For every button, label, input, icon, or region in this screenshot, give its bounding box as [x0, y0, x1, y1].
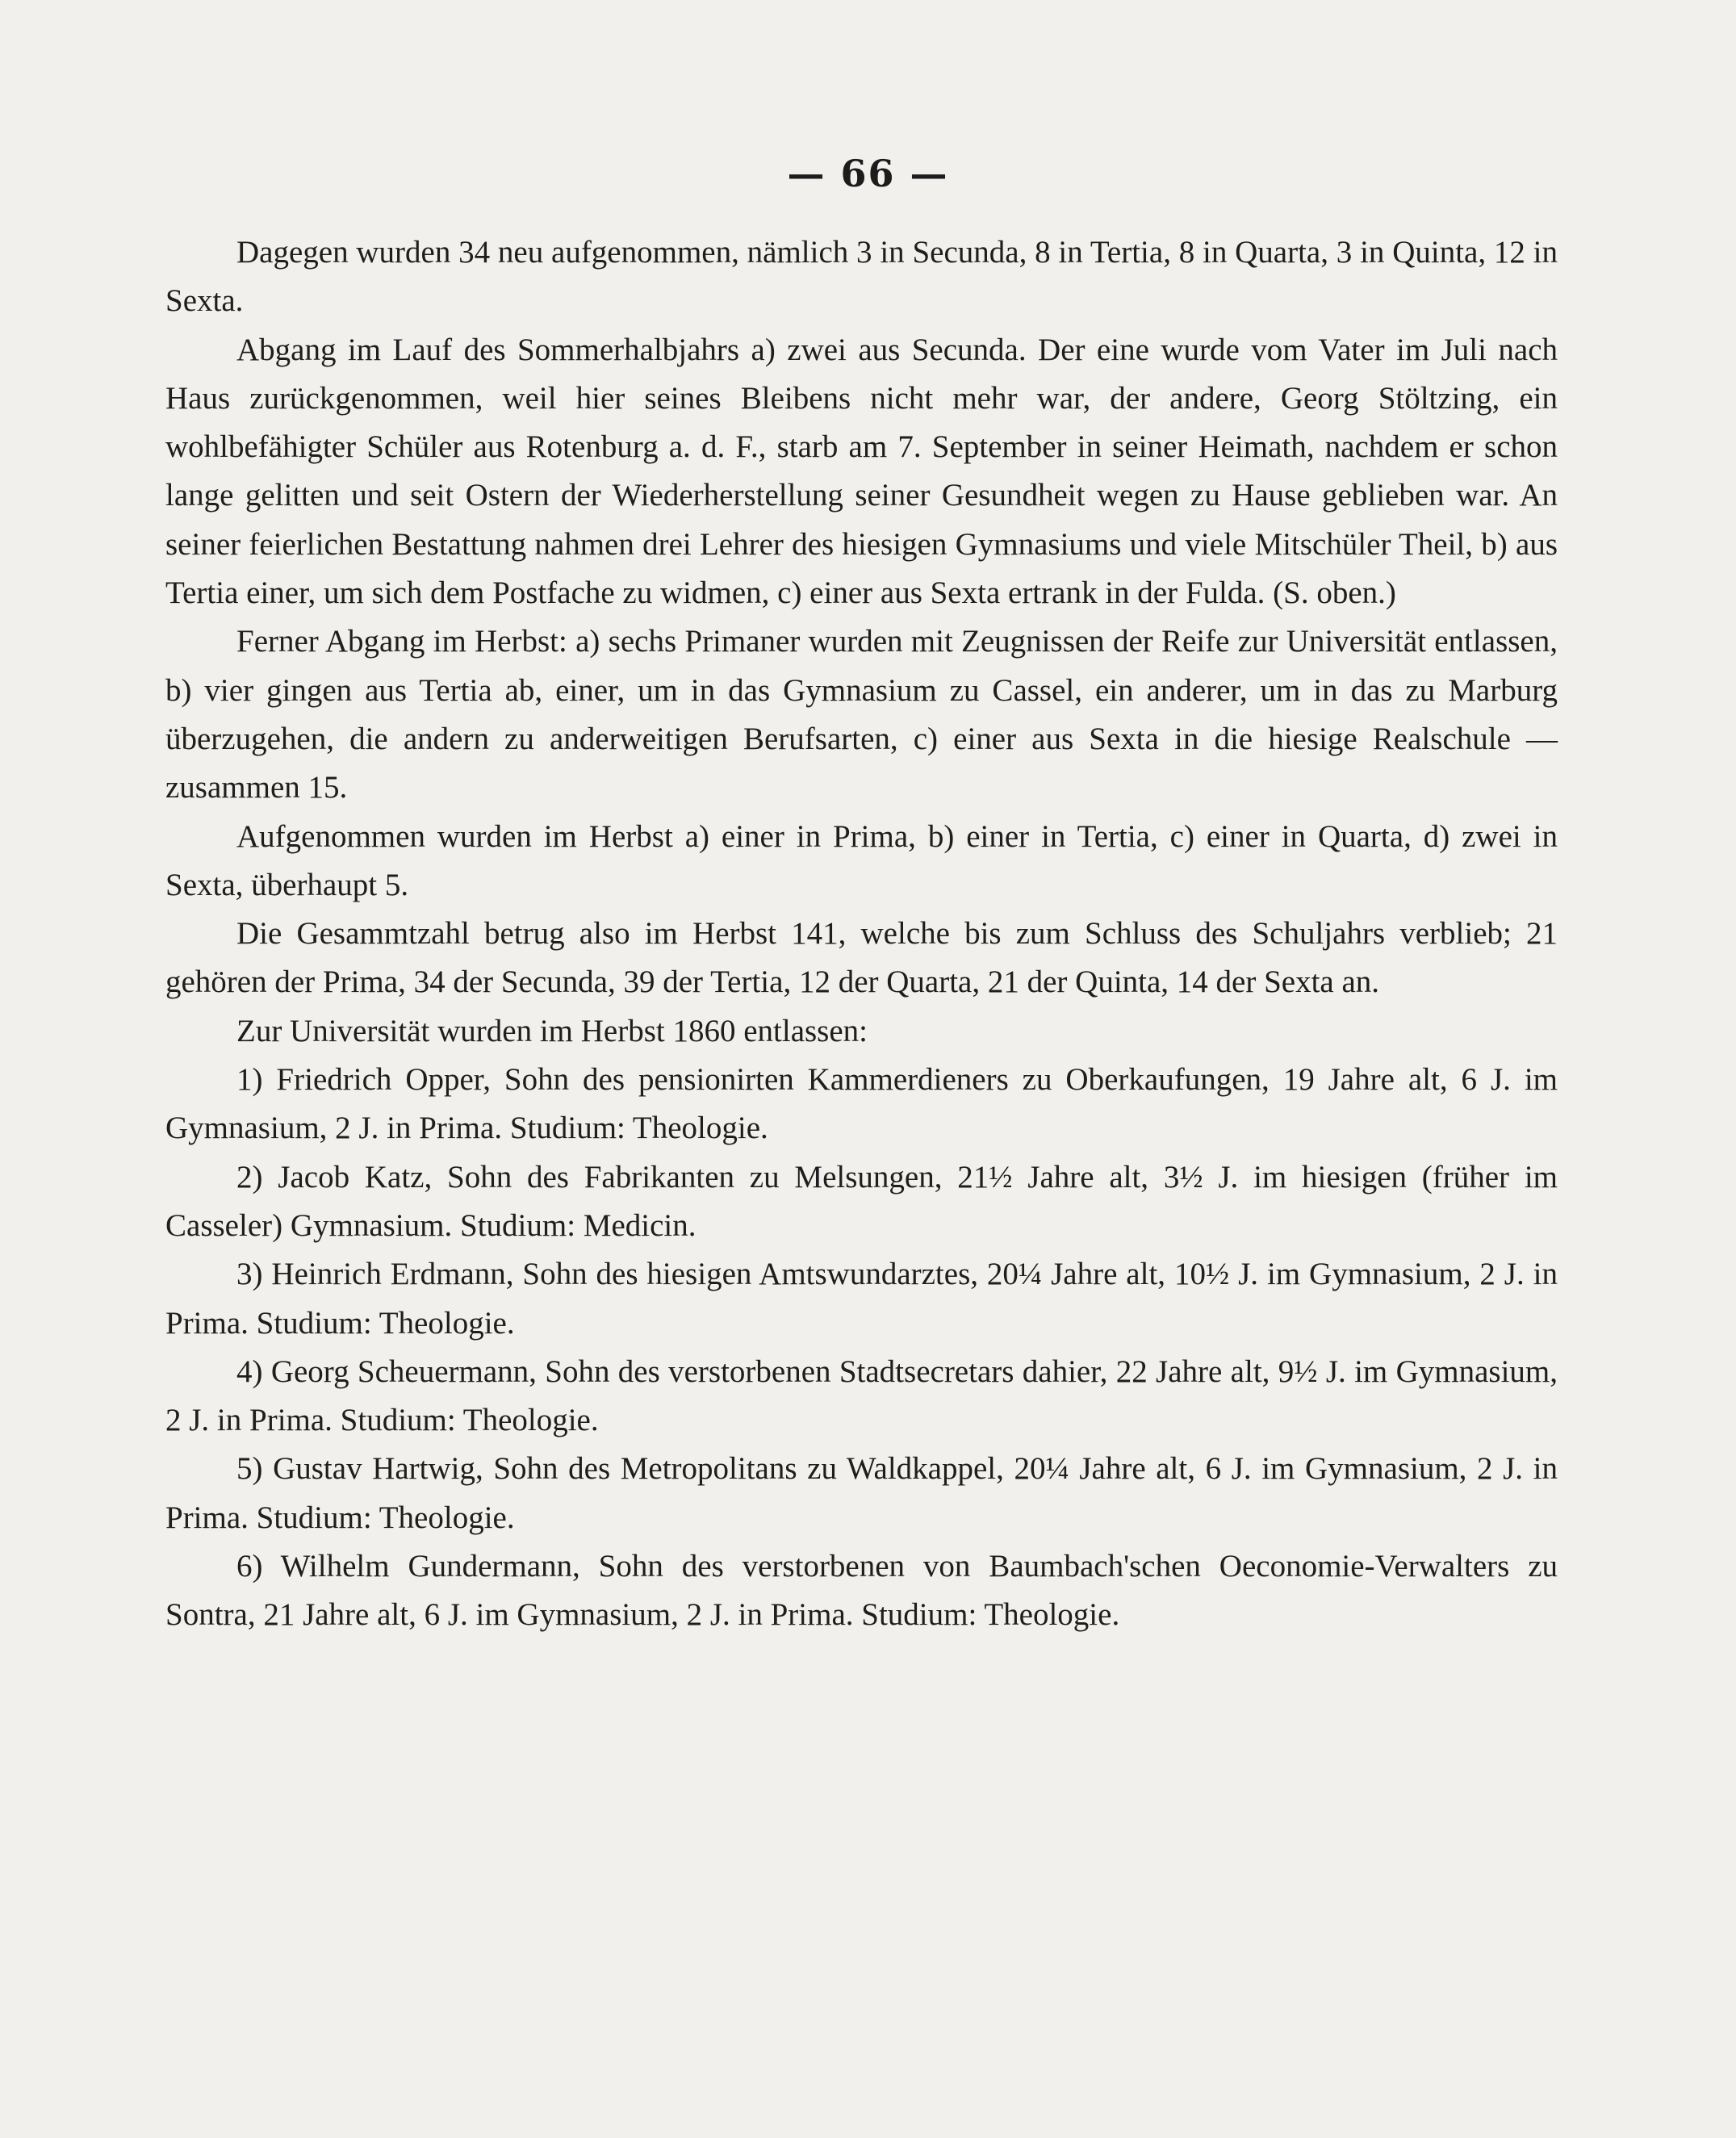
- page-number: — 66 —: [787, 152, 949, 195]
- list-item-graduate-4: 4) Georg Scheuermann, Sohn des verstorbenen Stadtsecretars dahier, 22 Jahre alt, 9½ J. im Gymnasium, 2 J. in Prima. Studium: Theologie.: [165, 1354, 1558, 1438]
- paragraph-university-intro: Zur Universität wurden im Herbst 1860 entlassen:: [236, 1013, 868, 1048]
- paragraph-new-students: Dagegen wurden 34 neu aufgenommen, nämlich 3 in Secunda, 8 in Tertia, 8 in Quarta, 3 in Quinta, 12 in Sexta.: [165, 235, 1558, 319]
- list-item-graduate-2: 2) Jacob Katz, Sohn des Fabrikanten zu Melsungen, 21½ Jahre alt, 3½ J. im hiesigen (früher im Casseler) Gymnasium. Studium: Medicin.: [165, 1159, 1558, 1243]
- list-item-graduate-6: 6) Wilhelm Gundermann, Sohn des verstorbenen von Baumbach'schen Oeconomie-Verwalters zu Sontra, 21 Jahre alt, 6 J. im Gymnasium, 2 J. in Prima. Studium: Theologie.: [165, 1549, 1558, 1633]
- paragraph-summer-departures: Abgang im Lauf des Sommerhalbjahrs a) zwei aus Secunda. Der eine wurde vom Vater im Juli nach Haus zurückgenommen, weil hier seines Bleibens nicht mehr war, der andere, Georg Stöltzing, ein wohlbefähigter Schüler aus Rotenburg a. d. F., starb am 7. September in seiner Heimath, nachdem er schon lange gelitten und seit Ostern der Wiederherstellung seiner Gesundheit wegen zu Hause geblieben war. An seiner feierlichen Bestattung nahmen drei Lehrer des hiesigen Gymnasiums und viele Mitschüler Theil, b) aus Tertia einer, um sich dem Postfache zu widmen, c) einer aus Sexta ertrank in der Fulda. (S. oben.): [165, 332, 1558, 611]
- body-text: [165, 228, 1558, 1640]
- paragraph-autumn-departures: Ferner Abgang im Herbst: a) sechs Primaner wurden mit Zeugnissen der Reife zur Universität entlassen, b) vier gingen aus Tertia ab, einer, um in das Gymnasium zu Cassel, ein anderer, um in das zu Marburg überzugehen, die andern zu anderweitigen Berufsarten, c) einer aus Sexta in die hiesige Realschule — zusammen 15.: [165, 624, 1558, 805]
- list-item-graduate-1: 1) Friedrich Opper, Sohn des pensionirten Kammerdieners zu Oberkaufungen, 19 Jahre alt, 6 J. im Gymnasium, 2 J. in Prima. Studium: Theologie.: [165, 1062, 1558, 1146]
- list-item-graduate-5: 5) Gustav Hartwig, Sohn des Metropolitans zu Waldkappel, 20¼ Jahre alt, 6 J. im Gymnasium, 2 J. in Prima. Studium: Theologie.: [165, 1451, 1558, 1535]
- paragraph-autumn-admissions: Aufgenommen wurden im Herbst a) einer in Prima, b) einer in Tertia, c) einer in Quarta, d) zwei in Sexta, überhaupt 5.: [165, 818, 1558, 902]
- paragraph-total-count: Die Gesammtzahl betrug also im Herbst 141, welche bis zum Schluss des Schuljahrs verblieb; 21 gehören der Prima, 34 der Secunda, 39 der Tertia, 12 der Quarta, 21 der Quinta, 14 der Sexta an.: [165, 916, 1558, 1000]
- list-item-graduate-3: 3) Heinrich Erdmann, Sohn des hiesigen Amtswundarztes, 20¼ Jahre alt, 10½ J. im Gymnasium, 2 J. in Prima. Studium: Theologie.: [165, 1257, 1558, 1341]
